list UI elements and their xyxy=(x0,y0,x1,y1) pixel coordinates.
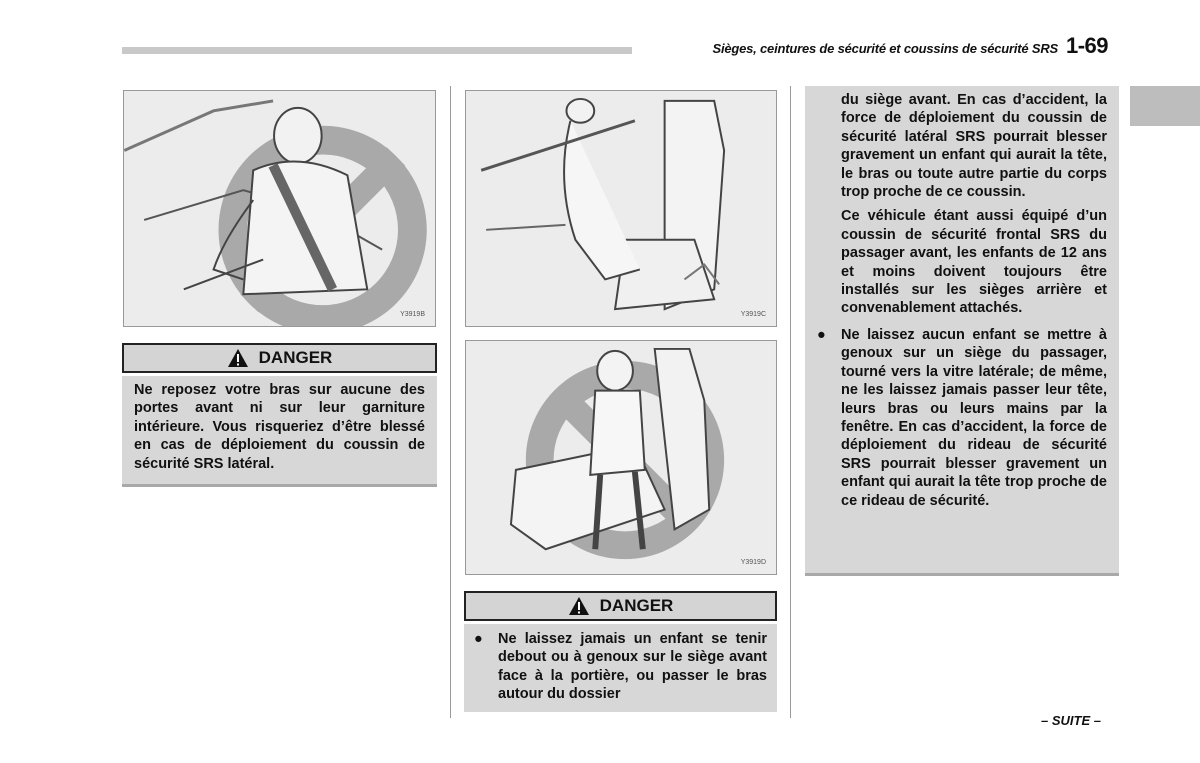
danger-text-box-left xyxy=(122,376,437,487)
danger-label: DANGER xyxy=(258,348,333,367)
warning-triangle-icon xyxy=(227,348,249,368)
section-title: Sièges, ceintures de sécurité et coussins de sécurité SRS xyxy=(712,41,1058,56)
danger-text-box-middle xyxy=(464,624,777,712)
illustration-child-standing xyxy=(465,340,777,575)
paragraph-deployment-force: du siège avant. En cas d’accident, la force de déploiement du coussin de sécurité latéral SRS pourrait blesser gravement un enfant qui aurait la tête, le bras ou toute autre partie du corps trop proche de ce coussin. xyxy=(841,92,1107,201)
illustration-child-leaning xyxy=(465,90,777,327)
page-number: 1-69 xyxy=(1066,33,1109,58)
danger-text-box-right xyxy=(805,86,1119,576)
bullet-text-kneeling: Ne laissez aucun enfant se mettre à genoux sur un siège du passager, tourné vers la vitre latérale; de même, ne les laissez jamais passer leur tête, leurs bras ou leurs mains par la fenêtre. En cas d’accident, la force de déploiement du rideau de sécurité SRS pourrait blesser gravement un enfant qui aurait la tête trop proche de ce rideau de sécurité. xyxy=(841,326,1107,509)
danger-heading-left xyxy=(122,343,437,373)
danger-label: DANGER xyxy=(599,596,674,615)
column-divider-left xyxy=(450,86,451,718)
danger-text: Ne reposez votre bras sur aucune des portes avant ni sur leur garniture intérieure. Vous risqueriez d’être blessé en cas de déploiement du coussin de sécurité SRS latéral. xyxy=(134,382,425,472)
illustration-child-leaning-drawing xyxy=(466,91,776,326)
figure-code: Y3919C xyxy=(740,311,766,318)
header-rule xyxy=(122,47,632,54)
illustration-arm-on-door-drawing xyxy=(124,91,435,326)
paragraph-front-airbag: Ce véhicule étant aussi équipé d’un coussin de sécurité frontal SRS du passager avant, les enfants de 12 ans et moins doivent toujours être installés sur les sièges arrière et convenablement attachés. xyxy=(841,208,1107,317)
list-item xyxy=(474,630,767,704)
illustration-child-standing-drawing xyxy=(466,341,776,574)
danger-text: Ne laissez jamais un enfant se tenir debout ou à genoux sur le siège avant face à la portière, ou passer le bras autour du dossier xyxy=(498,631,767,703)
figure-code: Y3919B xyxy=(400,311,425,318)
bullet-marker: ● xyxy=(474,631,483,647)
illustration-arm-on-door xyxy=(123,90,436,327)
column-divider-right xyxy=(790,86,791,718)
chapter-tab xyxy=(1130,86,1200,126)
danger-heading-middle xyxy=(464,591,777,621)
bullet-marker: ● xyxy=(817,326,826,343)
warning-triangle-icon xyxy=(568,596,590,616)
continued-marker: – SUITE – xyxy=(1041,713,1101,728)
list-item xyxy=(817,326,1107,510)
figure-code: Y3919D xyxy=(740,559,766,566)
